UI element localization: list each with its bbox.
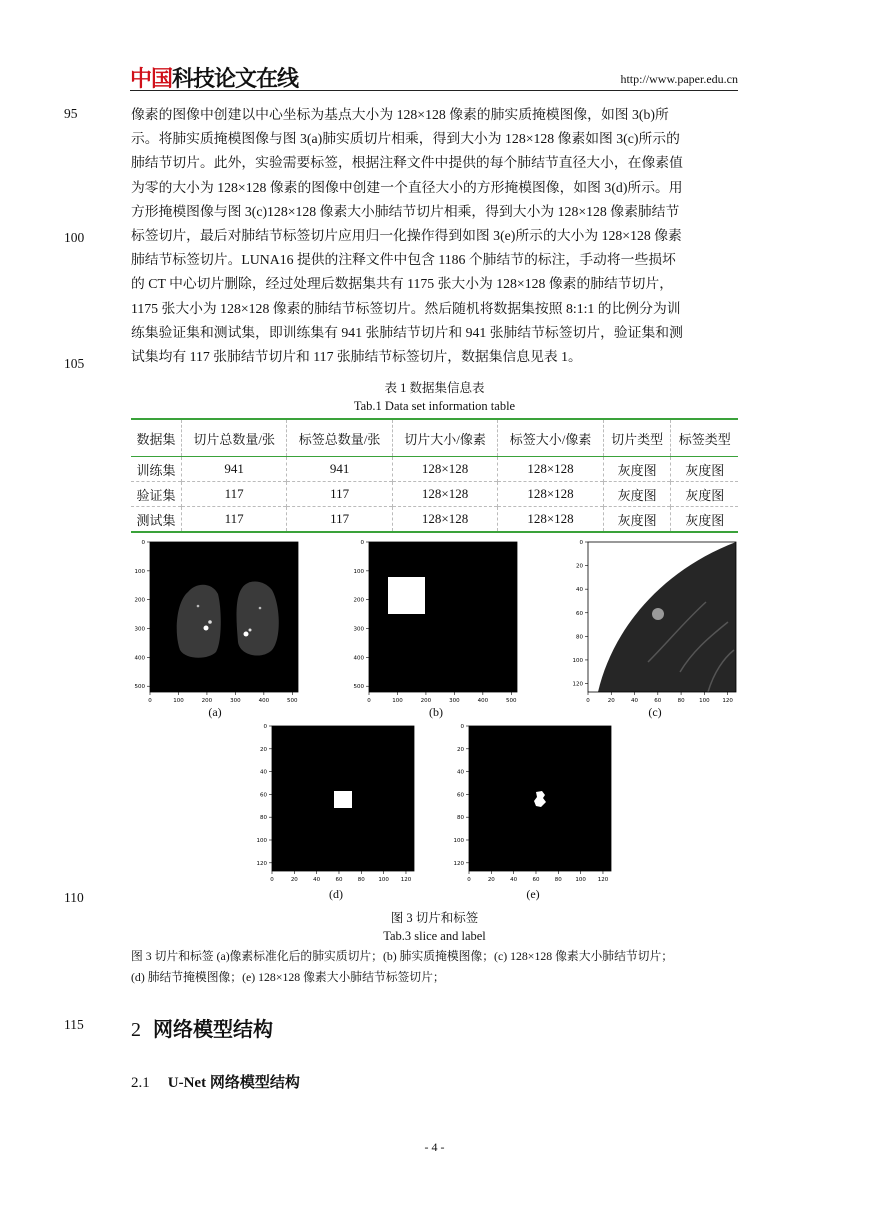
x-tick-label: 60 xyxy=(532,877,540,883)
table-caption-cn: 表 1 数据集信息表 xyxy=(384,381,485,395)
figure-note-line: (d) 肺结节掩模图像；(e) 128×128 像素大小肺结节标签切片； xyxy=(131,970,445,984)
y-tick-label: 500 xyxy=(134,684,145,691)
y-tick-label: 20 xyxy=(260,746,267,753)
paragraph-line: 1175 张大小为 128×128 像素的肺结节标签切片。然后随机将数据集按照 8:1:1 的比例分为训 xyxy=(131,300,681,316)
table-cell: 128×128 xyxy=(498,482,603,507)
x-tick-label: 100 xyxy=(699,698,710,704)
x-tick-label: 0 xyxy=(586,698,590,704)
x-tick-label: 100 xyxy=(173,698,184,704)
table-cell: 128×128 xyxy=(498,457,603,482)
table-header-cell: 切片类型 xyxy=(603,419,671,457)
table-cell: 训练集 xyxy=(131,457,181,482)
y-tick-label: 120 xyxy=(453,860,464,867)
table-cell: 117 xyxy=(181,482,286,507)
y-tick-label: 0 xyxy=(263,724,267,730)
nodule-blob xyxy=(652,608,664,620)
x-tick-label: 300 xyxy=(449,698,460,704)
y-tick-label: 40 xyxy=(457,769,464,776)
table-row xyxy=(131,507,738,533)
x-tick-label: 40 xyxy=(631,698,639,704)
y-tick-label: 100 xyxy=(353,568,364,575)
vessel-dot xyxy=(204,626,209,631)
x-tick-label: 500 xyxy=(287,698,298,704)
table-cell: 灰度图 xyxy=(603,507,671,533)
square-mask xyxy=(388,577,425,614)
y-tick-label: 300 xyxy=(134,626,145,633)
x-tick-label: 80 xyxy=(554,877,562,883)
y-tick-label: 0 xyxy=(141,540,145,546)
table-row xyxy=(131,482,738,507)
paragraph-line: 的 CT 中心切片删除，经过处理后数据集共有 1175 张大小为 128×128 像素的肺结节切片， xyxy=(131,276,674,292)
x-tick-label: 400 xyxy=(477,698,489,704)
y-tick-label: 100 xyxy=(134,568,145,575)
table-cell: 117 xyxy=(287,507,392,533)
x-tick-label: 0 xyxy=(270,877,274,883)
vessel-dot xyxy=(208,620,212,624)
figure-caption-cn: 图 3 切片和标签 xyxy=(390,911,479,925)
figure-panel-a xyxy=(134,540,298,704)
line-number: 115 xyxy=(64,1017,84,1032)
x-tick-label: 40 xyxy=(510,877,518,883)
vessel-dot xyxy=(249,629,252,632)
x-tick-label: 20 xyxy=(290,877,298,883)
paragraph-line: 肺结节标签切片。LUNA16 提供的注释文件中包含 1186 个肺结节的标注，手动将一些损坏 xyxy=(131,252,676,268)
line-number: 110 xyxy=(64,890,84,905)
table-header-cell: 标签类型 xyxy=(671,419,738,457)
table-cell: 128×128 xyxy=(498,507,603,533)
x-tick-label: 120 xyxy=(722,698,733,704)
x-tick-label: 20 xyxy=(487,877,495,883)
table-cell: 灰度图 xyxy=(671,507,738,533)
vessel-dot xyxy=(244,632,249,637)
vessel-dot xyxy=(197,605,200,608)
paragraph-line: 练集验证集和测试集，即训练集有 941 张肺结节切片和 941 张肺结节标签切片，验证集和测 xyxy=(131,324,683,340)
y-tick-label: 200 xyxy=(134,597,145,604)
y-tick-label: 200 xyxy=(353,597,364,604)
panel-d-plot xyxy=(256,724,414,883)
panel-e-label: (e) xyxy=(526,887,540,901)
figure-panel-c xyxy=(572,540,736,704)
table-cell: 941 xyxy=(181,457,286,482)
table-caption-en: Tab.1 Data set information table xyxy=(353,399,516,413)
dataset-table xyxy=(131,418,738,533)
paragraph-line: 肺结节切片。此外，实验需要标签，根据注释文件中提供的每个肺结节直径大小，在像素值 xyxy=(131,155,683,171)
y-tick-label: 60 xyxy=(260,792,267,799)
y-tick-label: 80 xyxy=(457,815,464,822)
table-cell: 灰度图 xyxy=(603,457,671,482)
x-tick-label: 300 xyxy=(230,698,241,704)
line-number: 95 xyxy=(64,106,78,121)
figure-panel-e xyxy=(453,724,611,883)
y-tick-label: 0 xyxy=(579,540,583,546)
y-tick-label: 60 xyxy=(576,610,583,617)
paragraph-line: 为零的大小为 128×128 像素的图像中创建一个直径大小的方形掩模图像，如图 3(d)所示。用 xyxy=(131,179,683,195)
table-cell: 117 xyxy=(181,507,286,533)
table-header-row xyxy=(131,419,738,457)
page-number: - 4 - xyxy=(424,1140,445,1154)
y-tick-label: 100 xyxy=(256,837,267,844)
panel-a-plot xyxy=(134,540,298,704)
logo-black-text: 科技论文在线 xyxy=(172,67,299,92)
figure-panel-d xyxy=(256,724,414,883)
table-cell: 117 xyxy=(287,482,392,507)
y-tick-label: 40 xyxy=(260,769,267,776)
y-tick-label: 0 xyxy=(460,724,464,730)
figure-note-line: 图 3 切片和标签 (a)像素标准化后的肺实质切片；(b) 肺实质掩模图像；(c) 128×128 像素大小肺结节切片； xyxy=(131,949,674,963)
subsection-heading xyxy=(131,1071,300,1092)
logo-red-text: 中国 xyxy=(130,67,173,92)
small-square-mask xyxy=(334,791,352,808)
y-tick-label: 60 xyxy=(457,792,464,799)
x-tick-label: 120 xyxy=(400,877,412,883)
y-tick-label: 100 xyxy=(453,837,464,844)
x-tick-label: 80 xyxy=(357,877,365,883)
y-tick-label: 80 xyxy=(576,634,583,641)
section-heading xyxy=(131,1013,273,1042)
table-cell: 128×128 xyxy=(392,507,497,533)
y-tick-label: 120 xyxy=(256,860,267,867)
figure-panel-b xyxy=(353,540,517,704)
x-tick-label: 200 xyxy=(201,698,213,704)
journal-logo xyxy=(130,62,299,92)
paragraph-line: 示。将肺实质掩模图像与图 3(a)肺实质切片相乘，得到大小为 128×128 像素如图 3(c)所示的 xyxy=(131,131,680,147)
x-tick-label: 100 xyxy=(378,877,389,883)
x-tick-label: 40 xyxy=(313,877,321,883)
line-number: 100 xyxy=(64,230,85,245)
paragraph-line: 像素的图像中创建以中心坐标为基点大小为 128×128 像素的肺实质掩模图像，如图 3(b)所 xyxy=(131,107,669,122)
section-number: 2 xyxy=(131,1019,141,1041)
table-cell: 测试集 xyxy=(131,507,181,533)
body-paragraph xyxy=(131,103,738,369)
x-tick-label: 60 xyxy=(335,877,343,883)
table-header-cell: 切片总数量/张 xyxy=(181,419,286,457)
y-tick-label: 20 xyxy=(576,563,583,570)
table-header-cell: 切片大小/像素 xyxy=(392,419,497,457)
panel-d-label: (d) xyxy=(329,887,343,901)
panel-c-plot xyxy=(572,540,736,704)
y-tick-label: 300 xyxy=(353,626,364,633)
vessel-dot xyxy=(259,607,262,610)
x-tick-label: 0 xyxy=(467,877,471,883)
y-tick-label: 100 xyxy=(572,657,583,664)
panel-background xyxy=(369,542,517,692)
y-tick-label: 400 xyxy=(134,655,145,662)
y-tick-label: 120 xyxy=(572,681,583,688)
right-lung xyxy=(236,582,278,656)
y-tick-label: 0 xyxy=(360,540,364,546)
x-tick-label: 500 xyxy=(506,698,517,704)
y-tick-label: 80 xyxy=(260,815,267,822)
y-tick-label: 40 xyxy=(576,587,583,594)
figure-caption-en: Tab.3 slice and label xyxy=(383,929,486,943)
y-tick-label: 500 xyxy=(353,684,364,691)
x-tick-label: 0 xyxy=(148,698,152,704)
paragraph-line: 方形掩模图像与图 3(c)128×128 像素大小肺结节切片相乘，得到大小为 128×128 像素肺结节 xyxy=(131,203,680,219)
section-title: 网络模型结构 xyxy=(153,1017,273,1041)
panel-b-plot xyxy=(353,540,517,704)
table-row xyxy=(131,457,738,482)
panel-c-label: (c) xyxy=(648,705,662,719)
table-header-cell: 标签总数量/张 xyxy=(287,419,392,457)
x-tick-label: 0 xyxy=(367,698,371,704)
x-tick-label: 100 xyxy=(575,877,586,883)
table-cell: 灰度图 xyxy=(671,482,738,507)
panel-e-plot xyxy=(453,724,611,883)
table-cell: 128×128 xyxy=(392,482,497,507)
header-rule xyxy=(130,90,738,91)
panel-b-label: (b) xyxy=(429,705,443,719)
line-number: 105 xyxy=(64,356,85,371)
paragraph-line: 试集均有 117 张肺结节切片和 117 张肺结节标签切片，数据集信息见表 1。 xyxy=(131,349,582,365)
table-header-cell: 数据集 xyxy=(136,431,176,447)
x-tick-label: 80 xyxy=(677,698,685,704)
table-cell: 941 xyxy=(287,457,392,482)
x-tick-label: 120 xyxy=(597,877,609,883)
x-tick-label: 100 xyxy=(392,698,403,704)
table-cell: 灰度图 xyxy=(603,482,671,507)
x-tick-label: 200 xyxy=(420,698,432,704)
x-tick-label: 60 xyxy=(654,698,662,704)
table-header-cell: 标签大小/像素 xyxy=(498,419,603,457)
x-tick-label: 20 xyxy=(607,698,615,704)
panel-a-label: (a) xyxy=(208,705,222,719)
subsection-title: U-Net 网络模型结构 xyxy=(167,1075,300,1091)
table-cell: 128×128 xyxy=(392,457,497,482)
paragraph-line: 标签切片，最后对肺结节标签切片应用归一化操作得到如图 3(e)所示的大小为 128×128 像素 xyxy=(131,228,682,244)
table-cell: 验证集 xyxy=(131,482,181,507)
y-tick-label: 400 xyxy=(353,655,364,662)
table-cell: 灰度图 xyxy=(671,457,738,482)
x-tick-label: 400 xyxy=(258,698,270,704)
y-tick-label: 20 xyxy=(457,746,464,753)
header-url: http://www.paper.edu.cn xyxy=(620,72,738,86)
subsection-number: 2.1 xyxy=(131,1075,150,1091)
